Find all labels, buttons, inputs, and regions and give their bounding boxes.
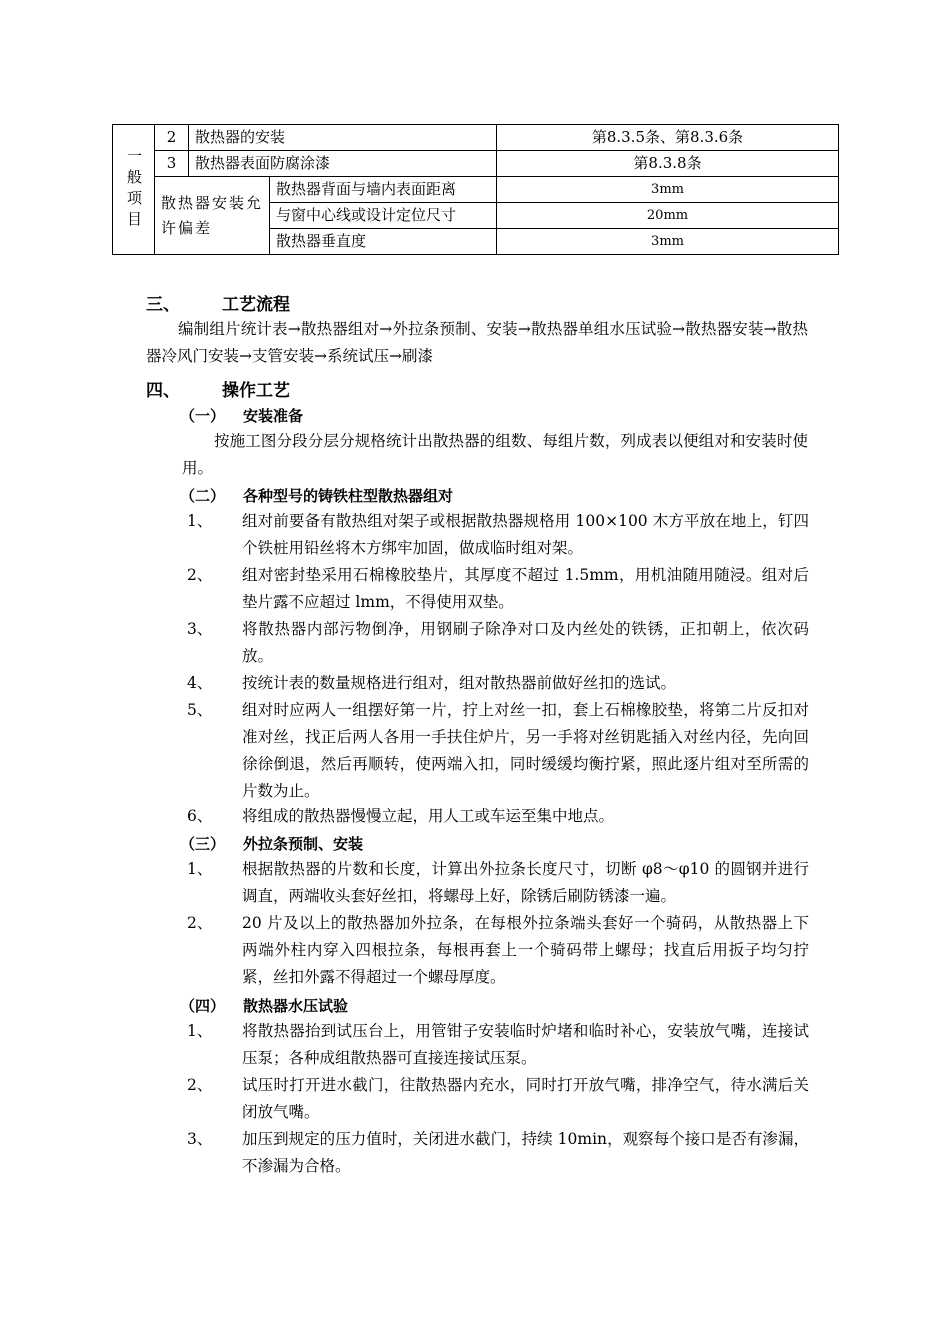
section-4-number: 四、 (146, 381, 180, 401)
section-3-heading (146, 290, 290, 315)
list-item-text: 20 片及以上的散热器加外拉条，在每根外拉条端头套好一个骑码，从散热器上下两端外柱内穿入四根拉条，每根再套上一个骑码带上螺母；找直后用扳子均匀拧紧，丝扣外露不得超过一个螺母厚度。 (242, 914, 809, 986)
subsection-4-title: 散热器水压试验 (243, 997, 349, 1015)
list-item (187, 670, 809, 697)
section-3-text: 编制组片统计表→散热器组对→外拉条预制、安装→散热器单组水压试验→散热器安装→散热器冷风门安装→支管安装→系统试压→刷漆 (146, 320, 808, 365)
section-4-heading (146, 376, 290, 401)
subsection-2-heading (180, 485, 453, 506)
list-item-number: 1、 (187, 1022, 213, 1040)
acceptance-table (112, 124, 839, 255)
list-item-number: 1、 (187, 860, 213, 878)
row-number: 3 (155, 151, 189, 177)
list-item (187, 1072, 809, 1126)
subsection-4-heading (180, 995, 348, 1016)
list-item-text: 将散热器内部污物倒净，用钢刷子除净对口及内丝处的铁锈，正扣朝上，依次码放。 (242, 620, 809, 665)
tolerance-value-cell: 20mm (497, 203, 839, 229)
list-item-number: 4、 (187, 674, 213, 692)
list-item-number: 2、 (187, 1076, 213, 1094)
list-item (187, 1018, 809, 1072)
subsection-1-text: 按施工图分段分层分规格统计出散热器的组数、每组片数，列成表以便组对和安装时使用。 (182, 432, 808, 477)
requirement-cell: 第8.3.8条 (497, 151, 839, 177)
table-row (113, 125, 839, 151)
subsection-3-number: （三） (180, 835, 226, 853)
requirement-cell: 第8.3.5条、第8.3.6条 (497, 125, 839, 151)
list-item-number: 1、 (187, 512, 213, 530)
list-item-number: 3、 (187, 620, 213, 638)
list-item (187, 1126, 809, 1180)
item-cell: 散热器表面防腐涂漆 (189, 151, 497, 177)
list-item-number: 2、 (187, 566, 213, 584)
subsection-1-heading (180, 405, 303, 426)
list-item (187, 803, 809, 830)
list-item-text: 按统计表的数量规格进行组对，组对散热器前做好丝扣的选试。 (242, 674, 677, 692)
list-item-text: 将组成的散热器慢慢立起，用人工或车运至集中地点。 (242, 807, 615, 825)
tolerance-group-cell: 散热器安装允许偏差 (155, 177, 270, 255)
list-item-number: 2、 (187, 914, 213, 932)
list-item-text: 组对密封垫采用石棉橡胶垫片，其厚度不超过 1.5mm，用机油随用随浸。组对后垫片露不应超过 lmm，不得使用双垫。 (242, 566, 809, 611)
list-item-number: 5、 (187, 701, 213, 719)
section-3-title: 工艺流程 (222, 295, 290, 315)
list-item-number: 6、 (187, 807, 213, 825)
tolerance-item-cell: 与窗中心线或设计定位尺寸 (270, 203, 497, 229)
subsection-3-heading (180, 833, 363, 854)
subsection-3-title: 外拉条预制、安装 (243, 835, 364, 853)
list-item (187, 562, 809, 616)
list-item (187, 856, 809, 910)
subsection-1-number: （一） (180, 407, 226, 425)
list-item-text: 加压到规定的压力值时，关闭进水截门，持续 10min，观察每个接口是否有渗漏，不渗漏为合格。 (242, 1130, 809, 1175)
list-item-text: 组对时应两人一组摆好第一片，拧上对丝一扣，套上石棉橡胶垫，将第二片反扣对准对丝，找正后两人各用一手扶住炉片，另一手将对丝钥匙插入对丝内径，先向回徐徐倒退，然后再顺转，使两端入扣，同时缓缓均衡拧紧，照此逐片组对至所需的片数为止。 (242, 701, 809, 800)
subsection-2-number: （二） (180, 487, 226, 505)
list-item-text: 根据散热器的片数和长度，计算出外拉条长度尺寸，切断 φ8～φ10 的圆钢并进行调直，两端收头套好丝扣，将螺母上好，除锈后刷防锈漆一遍。 (242, 860, 809, 905)
list-item (187, 616, 809, 670)
table-row (113, 151, 839, 177)
section-4-title: 操作工艺 (222, 381, 290, 401)
tolerance-item-cell: 散热器垂直度 (270, 229, 497, 255)
list-item-text: 将散热器抬到试压台上，用管钳子安装临时炉堵和临时补心，安装放气嘴，连接试压泵；各种成组散热器可直接连接试压泵。 (242, 1022, 809, 1067)
row-number: 2 (155, 125, 189, 151)
subsection-1-title: 安装准备 (243, 407, 304, 425)
item-cell: 散热器的安装 (189, 125, 497, 151)
tolerance-value-cell: 3mm (497, 177, 839, 203)
list-item (187, 697, 809, 805)
list-item-text: 试压时打开进水截门，往散热器内充水，同时打开放气嘴，排净空气，待水满后关闭放气嘴。 (242, 1076, 809, 1121)
subsection-2-title: 各种型号的铸铁柱型散热器组对 (243, 487, 454, 505)
list-item-number: 3、 (187, 1130, 213, 1148)
tolerance-item-cell: 散热器背面与墙内表面距离 (270, 177, 497, 203)
list-item (187, 910, 809, 991)
list-item (187, 508, 809, 562)
category-cell: 一般项目 (113, 125, 155, 255)
section-3-number: 三、 (146, 295, 180, 315)
table-row (113, 177, 839, 203)
tolerance-value-cell: 3mm (497, 229, 839, 255)
list-item-text: 组对前要备有散热组对架子或根据散热器规格用 100×100 木方平放在地上，钉四个铁桩用铅丝将木方绑牢加固，做成临时组对架。 (242, 512, 809, 557)
subsection-4-number: （四） (180, 997, 226, 1015)
